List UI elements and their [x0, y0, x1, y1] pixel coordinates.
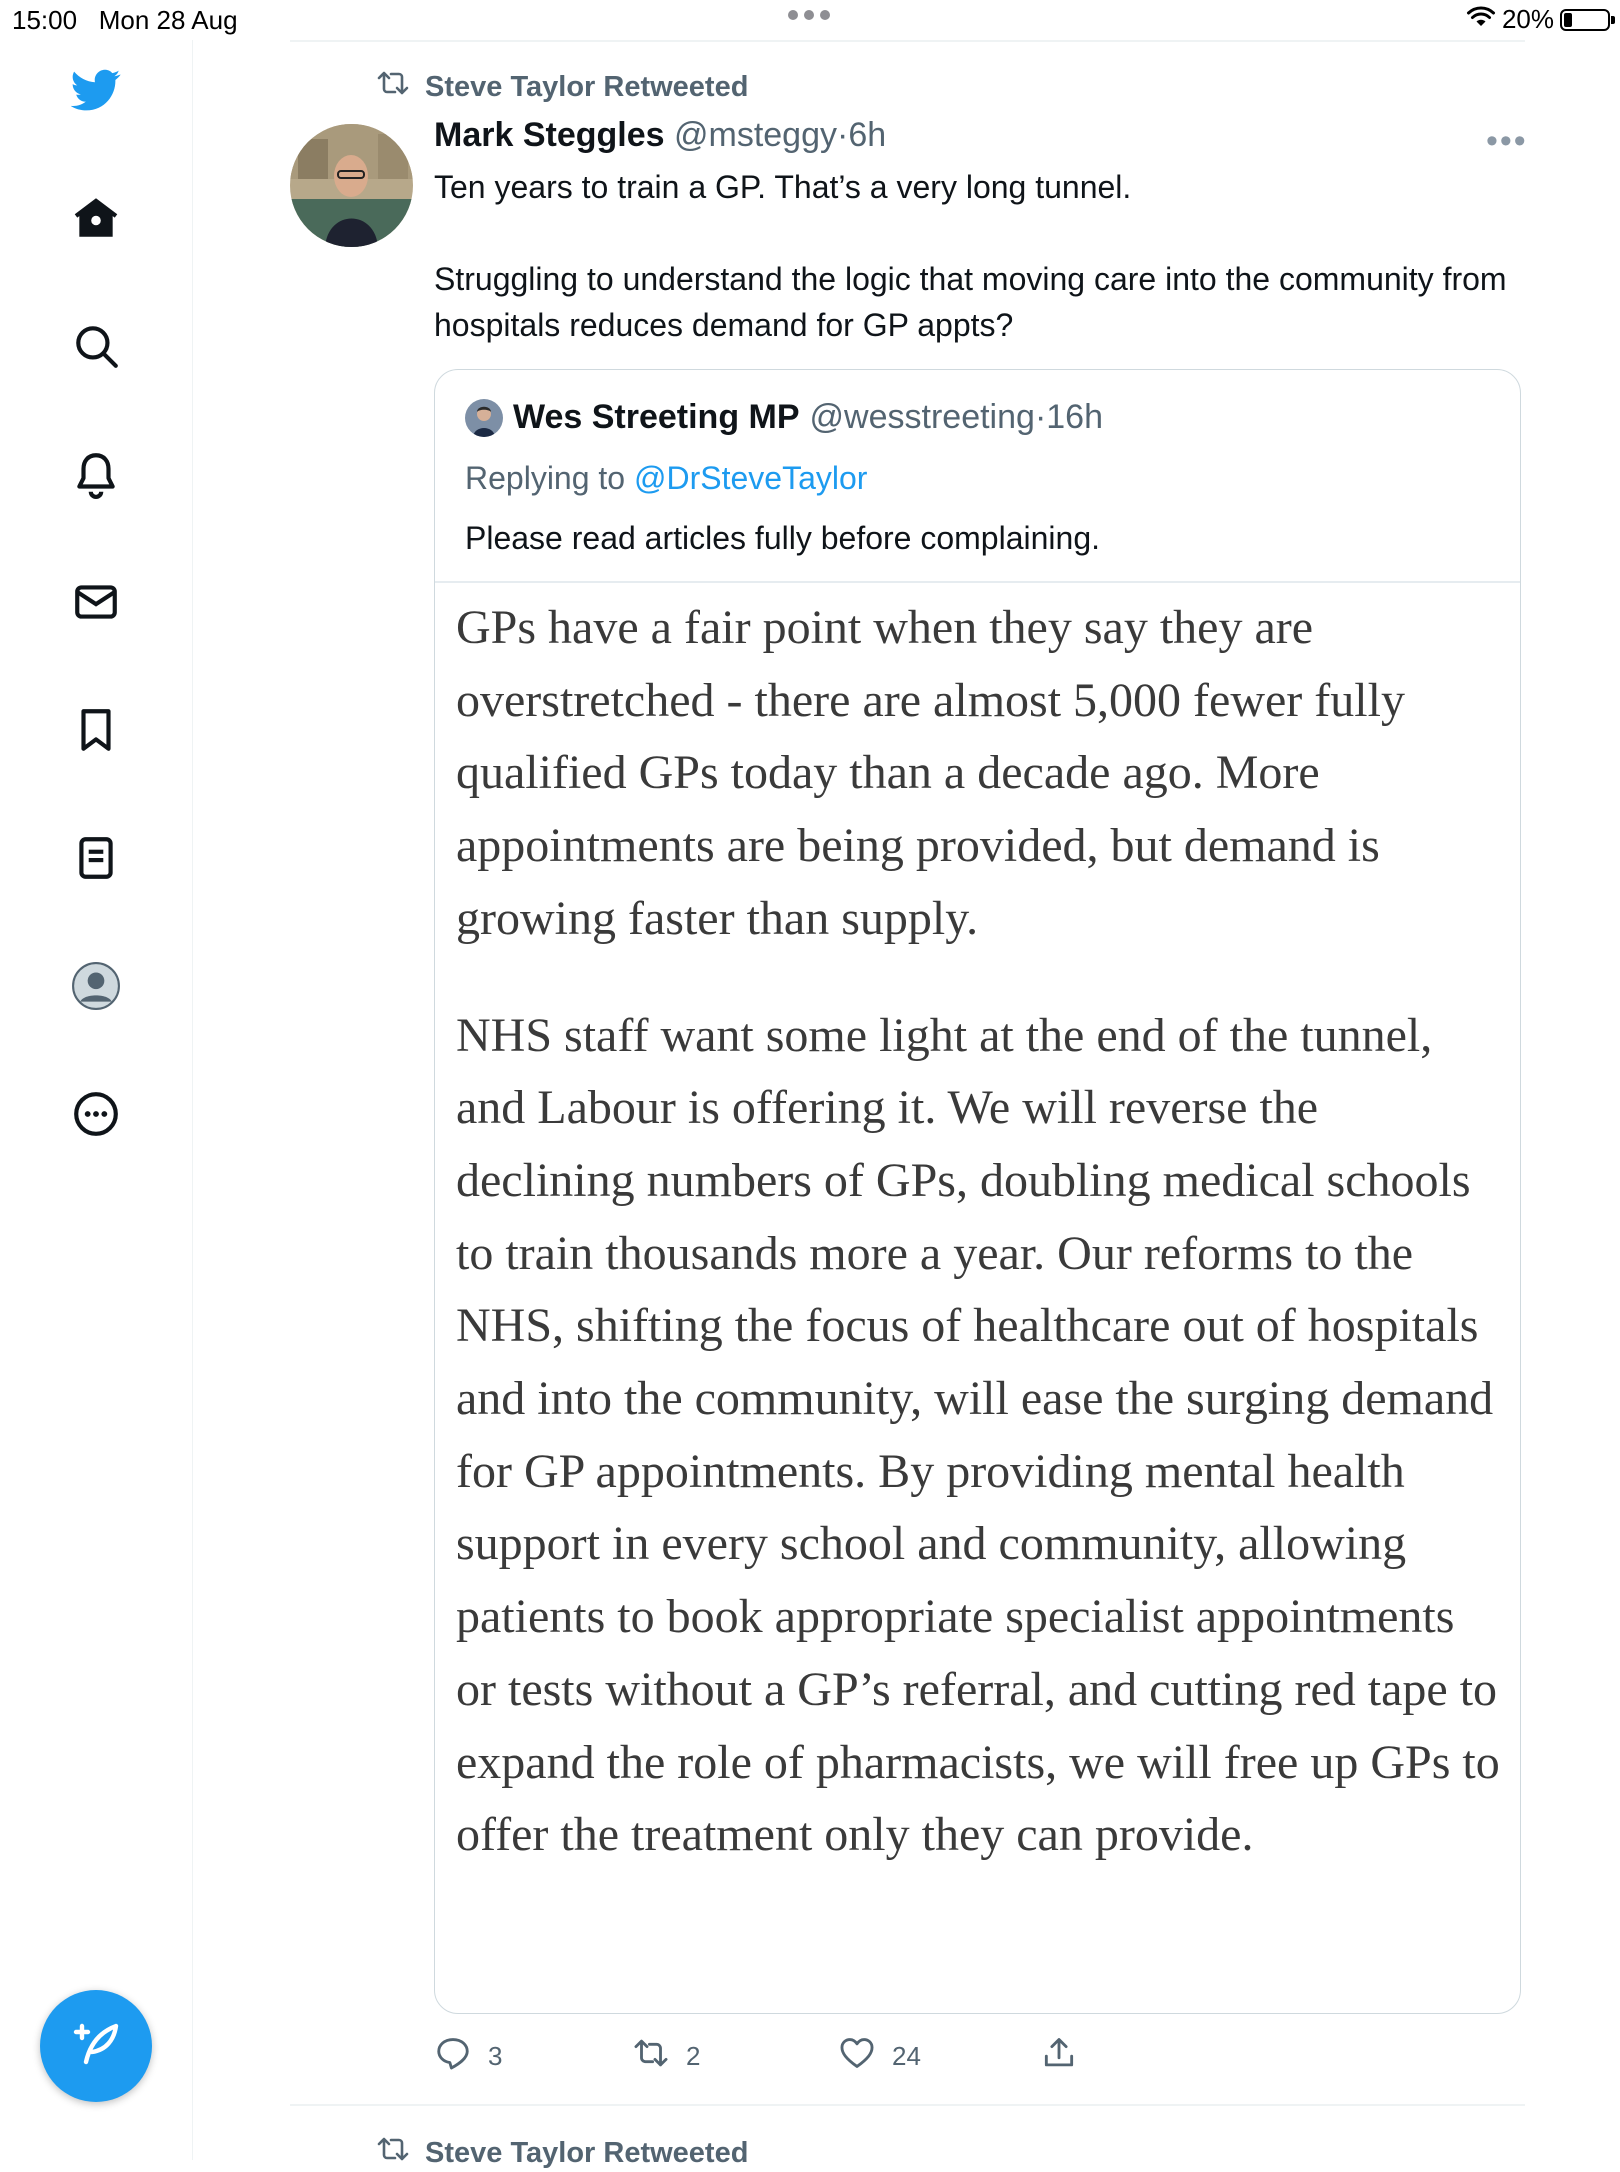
- divider: [290, 2104, 1525, 2106]
- author-name[interactable]: Mark Steggles: [434, 116, 665, 154]
- tweet-actions: [434, 2034, 1434, 2078]
- reply-button[interactable]: [434, 2034, 502, 2079]
- next-tweet-retweeted-by-line[interactable]: [375, 2134, 748, 2172]
- divider: [435, 581, 1520, 583]
- replying-to-line: [465, 460, 867, 497]
- heart-icon: [838, 2034, 876, 2079]
- retweet-button[interactable]: [632, 2034, 700, 2079]
- reply-icon: [434, 2034, 472, 2079]
- tweet-text-line-2: Struggling to understand the logic that moving care into the community from hospitals reduces demand for GP appts?: [434, 261, 1507, 343]
- battery-percent: 20%: [1501, 4, 1554, 34]
- like-button[interactable]: [838, 2034, 921, 2079]
- retweeted-by-label: Steve Taylor Retweeted: [425, 70, 749, 103]
- retweeted-by-label: Steve Taylor Retweeted: [425, 2136, 749, 2169]
- article-paragraph-2: NHS staff want some light at the end of the tunnel, and Labour is offering it. We will reverse the declining numbers of GPs, doubling medical schools to train thousands more a year. Our reforms to the NHS, shifting the focus of healthcare out of hospitals and into the community, will ease the surging demand for GP appointments. By providing mental health support in every school and community, allowing patients to book appropriate specialist appointments or tests without a GP’s referral, and cutting red tape to expand the role of pharmacists, we will free up GPs to offer the treatment only they can provide.: [456, 1008, 1500, 1862]
- compose-tweet-icon: [68, 2016, 124, 2077]
- sidebar: [0, 40, 193, 2160]
- separator: ·: [837, 116, 849, 154]
- battery-level: [1564, 13, 1572, 27]
- messages-envelope-icon[interactable]: [66, 572, 126, 632]
- notifications-bell-icon[interactable]: [66, 444, 126, 504]
- divider: [290, 40, 1525, 42]
- quoted-tweet[interactable]: [434, 369, 1521, 2014]
- separator: ·: [1034, 398, 1047, 436]
- tweet-more-options-icon[interactable]: •••: [1486, 122, 1528, 160]
- compose-tweet-button[interactable]: [40, 1990, 152, 2102]
- search-icon[interactable]: [66, 316, 126, 376]
- retweet-icon: [375, 2134, 411, 2172]
- replying-to-link[interactable]: @DrSteveTaylor: [633, 460, 868, 496]
- retweeted-by-line[interactable]: [375, 68, 748, 106]
- share-button[interactable]: [1040, 2034, 1078, 2079]
- article-image[interactable]: [456, 592, 1506, 1872]
- quoted-author-handle[interactable]: @wesstreeting: [809, 398, 1035, 436]
- article-paragraph-1: GPs have a fair point when they say they are overstretched - there are almost 5,000 fewer fully qualified GPs today than a decade ago. More appointments are being provided, but demand is growing faster than supply.: [456, 601, 1405, 945]
- lists-icon[interactable]: [66, 828, 126, 888]
- battery-icon: [1560, 9, 1610, 31]
- author-avatar[interactable]: [290, 124, 413, 247]
- quoted-tweet-time[interactable]: 16h: [1046, 398, 1103, 436]
- status-time: 15:00: [12, 5, 78, 35]
- status-bar: [0, 0, 1620, 40]
- status-date: Mon 28 Aug: [98, 5, 238, 35]
- tweet-time[interactable]: 6h: [848, 116, 887, 154]
- author-handle[interactable]: @msteggy: [673, 116, 837, 154]
- quoted-author-avatar[interactable]: [465, 399, 503, 437]
- home-icon[interactable]: [66, 188, 126, 248]
- profile-avatar-icon[interactable]: [66, 956, 126, 1016]
- more-icon[interactable]: [66, 1084, 126, 1144]
- replying-to-label: Replying to: [465, 460, 626, 496]
- tweet-text: [434, 164, 1534, 348]
- tweet-header: [434, 116, 886, 155]
- bookmark-icon[interactable]: [66, 700, 126, 760]
- tweet-text-line-1: Ten years to train a GP. That’s a very long tunnel.: [434, 169, 1132, 205]
- reply-count: 3: [488, 2041, 503, 2071]
- share-icon: [1040, 2034, 1078, 2079]
- retweet-icon: [375, 68, 411, 106]
- multitasking-dots-icon[interactable]: [786, 8, 832, 27]
- wifi-icon: [1466, 4, 1496, 35]
- quoted-tweet-text: Please read articles fully before complaining.: [465, 520, 1100, 556]
- like-count: 24: [892, 2041, 921, 2071]
- retweet-count: 2: [686, 2041, 701, 2071]
- twitter-bird-icon[interactable]: [66, 60, 126, 120]
- quoted-tweet-header: [465, 398, 1103, 437]
- quoted-author-name[interactable]: Wes Streeting MP: [513, 398, 800, 436]
- retweet-icon: [632, 2034, 670, 2079]
